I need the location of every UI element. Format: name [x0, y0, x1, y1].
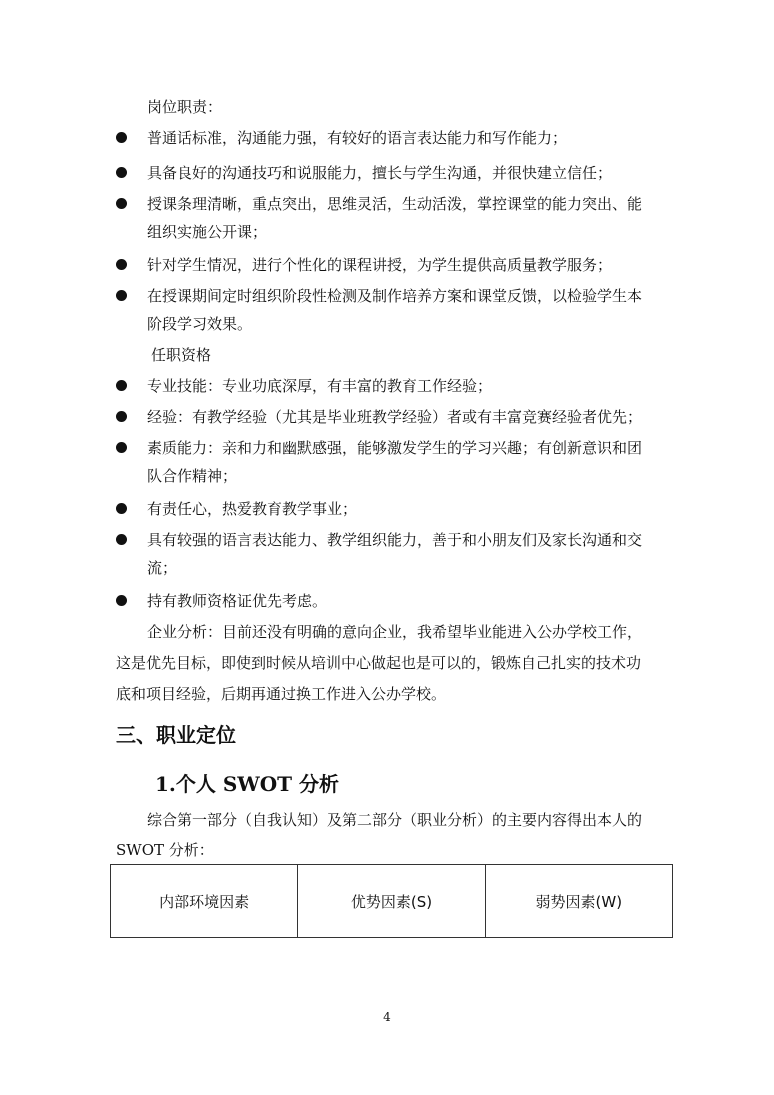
swot-table	[110, 864, 673, 938]
table-row	[111, 865, 673, 938]
bullet-icon	[116, 411, 127, 422]
duty-item-3: 授课条理清晰，重点突出，思维灵活，生动活泼，掌控课堂的能力突出、能	[147, 195, 643, 213]
duty-item-5-cont: 阶段学习效果。	[147, 315, 253, 333]
swot-intro-line-1: 综合第一部分（自我认知）及第二部分（职业分析）的主要内容得出本人的	[147, 811, 643, 829]
duty-item-4: 针对学生情况，进行个性化的课程讲授，为学生提供高质量教学服务；	[147, 256, 613, 274]
bullet-icon	[116, 198, 127, 209]
qualification-item-6: 持有教师资格证优先考虑。	[147, 592, 328, 610]
qualification-item-3-cont: 队合作精神；	[147, 467, 238, 485]
swot-intro-line-2: SWOT 分析：	[116, 841, 214, 859]
duty-item-5: 在授课期间定时组织阶段性检测及制作培养方案和课堂反馈，以检验学生本	[147, 287, 643, 305]
qualification-item-3: 素质能力：亲和力和幽默感强，能够激发学生的学习兴趣；有创新意识和团	[147, 439, 643, 457]
bullet-icon	[116, 132, 127, 143]
bullet-icon	[116, 290, 127, 301]
qualification-item-2: 经验：有教学经验（尤其是毕业班教学经验）者或有丰富竞赛经验者优先；	[147, 408, 643, 426]
subsection-title: 1.个人 SWOT 分析	[155, 772, 340, 796]
duty-item-2: 具备良好的沟通技巧和说服能力，擅长与学生沟通，并很快建立信任；	[147, 164, 613, 182]
bullet-icon	[116, 259, 127, 270]
qualification-item-5-cont: 流；	[147, 559, 178, 577]
table-header-strengths: 优势因素(S)	[298, 865, 485, 938]
company-analysis-line-1: 企业分析：目前还没有明确的意向企业，我希望毕业能进入公办学校工作，	[147, 623, 643, 641]
duty-item-1: 普通话标准，沟通能力强，有较好的语言表达能力和写作能力；	[147, 129, 568, 147]
section-title: 三、职业定位	[116, 723, 236, 747]
duty-item-3-cont: 组织实施公开课；	[147, 223, 268, 241]
table-header-weaknesses: 弱势因素(W)	[485, 865, 672, 938]
qualification-item-5: 具有较强的语言表达能力、教学组织能力，善于和小朋友们及家长沟通和交	[147, 531, 643, 549]
qualifications-heading: 任职资格	[151, 346, 212, 364]
bullet-icon	[116, 595, 127, 606]
company-analysis-line-3: 底和项目经验，后期再通过换工作进入公办学校。	[116, 685, 447, 703]
bullet-icon	[116, 503, 127, 514]
company-analysis-line-2: 这是优先目标，即使到时候从培训中心做起也是可以的，锻炼自己扎实的技术功	[116, 654, 642, 672]
page-number: 4	[383, 1010, 391, 1024]
bullet-icon	[116, 442, 127, 453]
bullet-icon	[116, 534, 127, 545]
qualification-item-4: 有责任心，热爱教育教学事业；	[147, 500, 358, 518]
table-header-internal: 内部环境因素	[111, 865, 298, 938]
bullet-icon	[116, 167, 127, 178]
bullet-icon	[116, 380, 127, 391]
qualification-item-1: 专业技能：专业功底深厚，有丰富的教育工作经验；	[147, 377, 493, 395]
job-duties-heading: 岗位职责：	[147, 98, 223, 116]
